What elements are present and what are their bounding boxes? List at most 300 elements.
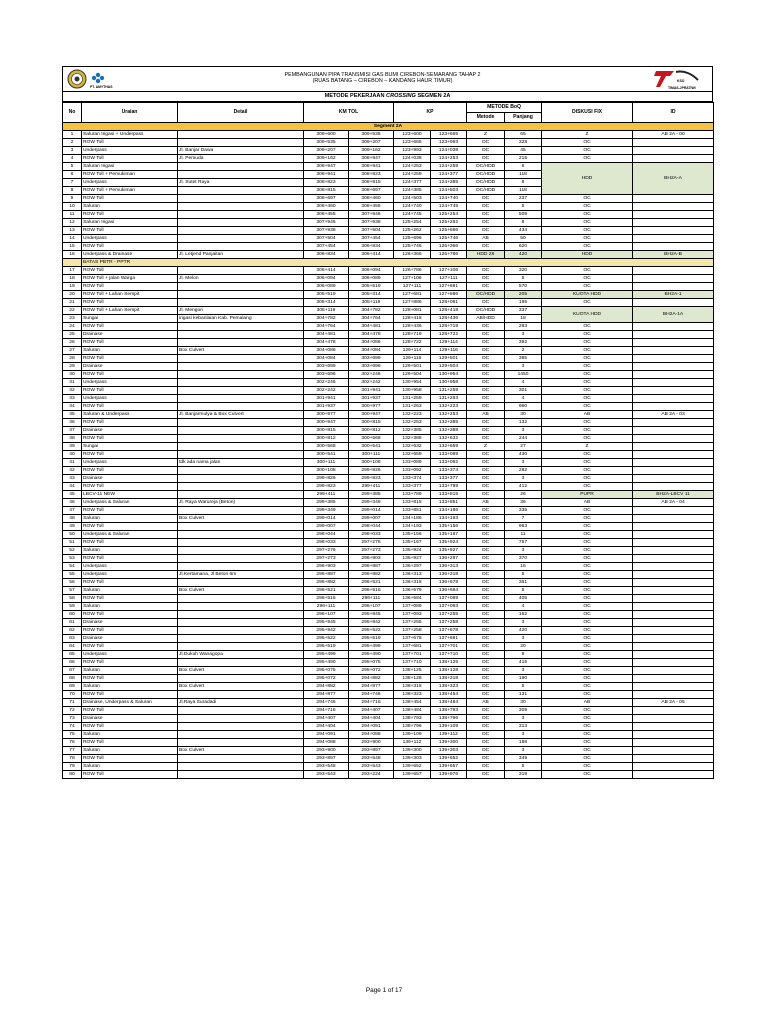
cell-metode: AB (467, 235, 505, 243)
cell-detail (178, 435, 304, 443)
cell-km_end: 298+044 (349, 523, 394, 531)
cell-detail (178, 211, 304, 219)
cell-no: 55 (63, 571, 82, 579)
cell-detail (178, 539, 304, 547)
cell-id (633, 771, 714, 779)
cell-id (633, 355, 714, 363)
cell-diskusi: AB (542, 411, 633, 419)
cell-kp_end: 139+303 (431, 747, 467, 755)
cell-km_start: 299+823 (304, 483, 349, 491)
table-row (63, 467, 714, 475)
cell-panjang: 215 (505, 155, 542, 163)
cell-uraian: Saluran Irigasi (82, 163, 178, 171)
cell-km_end: 303+699 (349, 355, 394, 363)
cell-detail (178, 739, 304, 747)
table-row (63, 723, 714, 731)
cell-detail (178, 139, 304, 147)
cell-panjang: 118 (505, 171, 542, 179)
cell-no: 16 (63, 251, 82, 259)
cell-detail (178, 467, 304, 475)
cell-panjang: 11 (505, 531, 542, 539)
cell-diskusi: OC (542, 451, 633, 459)
table-row (63, 643, 714, 651)
cell-km_start: 305+519 (304, 291, 349, 299)
table-row (63, 771, 714, 779)
cell-id (633, 219, 714, 227)
cell-kp_end: 129+501 (431, 355, 467, 363)
cell-id (633, 435, 714, 443)
cell-kp_start: 123+665 (394, 139, 431, 147)
cell-diskusi: OC (542, 555, 633, 563)
cell-detail (178, 523, 304, 531)
cell-panjang: 3 (505, 427, 542, 435)
cell-kp_start: 135+927 (394, 555, 431, 563)
cell-uraian: ROW Toll + Pemukiman (82, 187, 178, 195)
cell-no: 37 (63, 427, 82, 435)
cell-kp_end: 133+374 (431, 467, 467, 475)
cell-metode: OC (467, 339, 505, 347)
cell-id (633, 755, 714, 763)
cell-uraian: ROW Toll (82, 283, 178, 291)
cell-km_end: 295+499 (349, 643, 394, 651)
cell-kp_end: 130+958 (431, 379, 467, 387)
table-row (63, 595, 714, 603)
cell-metode: OC (467, 515, 505, 523)
cell-km_end: 296+111 (349, 595, 394, 603)
table-row (63, 659, 714, 667)
table-row (63, 355, 714, 363)
cell-uraian: ROW Toll (82, 659, 178, 667)
table-row (63, 491, 714, 499)
cell-no: 25 (63, 331, 82, 339)
cell-detail: Box Culvert (178, 347, 304, 355)
cell-diskusi: OC (542, 299, 633, 307)
cell-uraian: Saluran Irigasi (82, 219, 178, 227)
cell-kp_end: 139+652 (431, 755, 467, 763)
cell-no: 49 (63, 523, 82, 531)
cell-diskusi: OC (542, 763, 633, 771)
cell-id (633, 747, 714, 755)
merged-id-bh2a-a: BH2A-A (633, 163, 714, 195)
cell-detail (178, 243, 304, 251)
cell-km_end: 294+091 (349, 723, 394, 731)
cell-km_end: 305+519 (349, 283, 394, 291)
cell-kp_start: 135+924 (394, 547, 431, 555)
cell-uraian: ROW Toll (82, 643, 178, 651)
cell-panjang: 337 (505, 307, 542, 315)
cell-no: 23 (63, 315, 82, 323)
cell-detail (178, 291, 304, 299)
cell-kp_end: 131+263 (431, 395, 467, 403)
cell-panjang: 509 (505, 211, 542, 219)
cell-panjang: 3 (505, 731, 542, 739)
cell-km_end: 304+481 (349, 323, 394, 331)
cell-diskusi: OC (542, 659, 633, 667)
cell-kp_start: 138+125 (394, 667, 431, 675)
cell-uraian: Saluran (82, 683, 178, 691)
cell-panjang: 16 (505, 563, 542, 571)
cell-no: 28 (63, 355, 82, 363)
cell-km_start: 297+276 (304, 547, 349, 555)
cell-kp_end: 128+719 (431, 323, 467, 331)
cell-kp_start: 131+259 (394, 395, 431, 403)
batas-row (63, 259, 714, 267)
cell-km_end: 293+900 (349, 739, 394, 747)
cell-detail (178, 771, 304, 779)
cell-no: 21 (63, 299, 82, 307)
cell-metode: OC (467, 371, 505, 379)
table-row (63, 515, 714, 523)
table-row (63, 499, 714, 507)
cell-no: 75 (63, 731, 82, 739)
cell-panjang: 8 (505, 219, 542, 227)
cell-kp_start: 137+255 (394, 619, 431, 627)
cell-metode: OC (467, 667, 505, 675)
cell-km_end: 299+411 (349, 483, 394, 491)
table-row (63, 531, 714, 539)
cell-kp_end: 132+253 (431, 411, 467, 419)
cell-metode: OC (467, 715, 505, 723)
cell-uraian: Drainase (82, 475, 178, 483)
cell-detail: Jl.Kertamana, Jl Beton 6m (178, 571, 304, 579)
cell-diskusi: OC (542, 363, 633, 371)
cell-kp_end: 124+503 (431, 187, 467, 195)
cell-metode: OC (467, 227, 505, 235)
cell-no: 35 (63, 411, 82, 419)
cell-km_start: 308+460 (304, 203, 349, 211)
table-row (63, 651, 714, 659)
cell-metode: OC (467, 379, 505, 387)
cell-diskusi: OC (542, 139, 633, 147)
cell-diskusi: Z (542, 131, 633, 139)
cell-km_start: 300+812 (304, 435, 349, 443)
cell-kp_start: 124+503 (394, 195, 431, 203)
cell-km_start: 298+033 (304, 539, 349, 547)
cell-kp_end: 132+223 (431, 403, 467, 411)
table-row (63, 435, 714, 443)
cell-id: AB 2A - 05 (633, 699, 714, 707)
document-header (62, 66, 713, 92)
cell-km_start: 293+897 (304, 755, 349, 763)
cell-kp_start: 137+093 (394, 611, 431, 619)
cell-diskusi: OC (542, 611, 633, 619)
cell-no: 36 (63, 419, 82, 427)
cell-kp_end: 128+418 (431, 307, 467, 315)
col-header-km-tol: KM TOL (304, 103, 394, 123)
cell-diskusi: OC (542, 643, 633, 651)
cell-panjang: 434 (505, 227, 542, 235)
cell-km_start: 295+490 (304, 659, 349, 667)
cell-km_start: 294+404 (304, 723, 349, 731)
cell-no: 44 (63, 483, 82, 491)
cell-diskusi: OC (542, 227, 633, 235)
table-row (63, 299, 714, 307)
table-row (63, 147, 714, 155)
cell-uraian: LBCV-11 NEW (82, 491, 178, 499)
cell-diskusi: OC (542, 283, 633, 291)
cell-metode: OC (467, 523, 505, 531)
col-header-id: ID (633, 103, 714, 123)
cell-detail (178, 131, 304, 139)
cell-km_start: 299+411 (304, 491, 349, 499)
cell-id (633, 387, 714, 395)
cell-detail: Jl.Raya Suradadi (178, 699, 304, 707)
table-row (63, 443, 714, 451)
cell-kp_end: 136+679 (431, 579, 467, 587)
cell-kp_end: 137+678 (431, 627, 467, 635)
cell-no: 1 (63, 131, 82, 139)
cell-km_start: 295+072 (304, 675, 349, 683)
cell-km_start: 296+887 (304, 571, 349, 579)
cell-uraian: ROW Toll (82, 507, 178, 515)
cell-km_start: 306+094 (304, 275, 349, 283)
cell-diskusi: OC (542, 203, 633, 211)
cell-diskusi: OC (542, 571, 633, 579)
cell-kp_start: 138+484 (394, 707, 431, 715)
cell-panjang: 1450 (505, 371, 542, 379)
col-header-panjang: Panjang (505, 113, 542, 123)
cell-panjang: 3 (505, 715, 542, 723)
cell-panjang: 118 (505, 187, 542, 195)
cell-metode: OC/HDD (467, 307, 505, 315)
cell-detail: Box Culvert (178, 587, 304, 595)
cell-id (633, 203, 714, 211)
cell-diskusi: OC (542, 731, 633, 739)
cell-km_start: 299+014 (304, 515, 349, 523)
cell-metode: OC (467, 707, 505, 715)
cell-km_end: 304+084 (349, 347, 394, 355)
cell-metode: OC (467, 571, 505, 579)
cell-diskusi: OC (542, 707, 633, 715)
table-row (63, 219, 714, 227)
cell-id (633, 507, 714, 515)
cell-km_start: 304+764 (304, 323, 349, 331)
cell-kp_end: 134+186 (431, 507, 467, 515)
cell-uraian: ROW Toll (82, 755, 178, 763)
cell-km_end: 307+504 (349, 227, 394, 235)
cell-uraian: ROW Toll (82, 451, 178, 459)
table-row (63, 307, 714, 315)
cell-kp_end: 133+089 (431, 451, 467, 459)
cell-kp_end: 138+796 (431, 715, 467, 723)
cell-no: 48 (63, 515, 82, 523)
cell-diskusi: OC (542, 739, 633, 747)
cell-uraian: ROW Toll (82, 355, 178, 363)
cell-panjang: 50 (505, 235, 542, 243)
cell-kp_end: 125+254 (431, 211, 467, 219)
cell-diskusi: AB (542, 699, 633, 707)
cell-km_end: 300+815 (349, 419, 394, 427)
table-row (63, 267, 714, 275)
cell-id (633, 531, 714, 539)
cell-panjang: 6 (505, 163, 542, 171)
cell-km_end: 299+826 (349, 467, 394, 475)
cell-metode: OC/HDD (467, 179, 505, 187)
cell-kp_end: 136+297 (431, 555, 467, 563)
table-row (63, 699, 714, 707)
cell-detail (178, 363, 304, 371)
cell-kp_start: 132+388 (394, 435, 431, 443)
cell-kp_end: 139+657 (431, 763, 467, 771)
cell-km_start: 307+946 (304, 219, 349, 227)
cell-detail (178, 483, 304, 491)
table-row (63, 747, 714, 755)
cell-detail (178, 531, 304, 539)
cell-no: 6 (63, 171, 82, 179)
cell-metode: OC (467, 747, 505, 755)
cell-no: 53 (63, 555, 82, 563)
cell-km_start: 304+782 (304, 315, 349, 323)
cell-diskusi: HDD (542, 251, 633, 259)
cell-kp_start: 133+377 (394, 483, 431, 491)
cell-no: 50 (63, 531, 82, 539)
cell-detail (178, 283, 304, 291)
cell-no: 11 (63, 211, 82, 219)
cell-km_end: 299+349 (349, 499, 394, 507)
cell-km_start: 294+877 (304, 691, 349, 699)
cell-km_end: 296+107 (349, 603, 394, 611)
cell-detail (178, 675, 304, 683)
cell-uraian: Saluran (82, 603, 178, 611)
cell-diskusi: OC (542, 379, 633, 387)
cell-uraian: Saluran Irigasi + Underpass (82, 131, 178, 139)
cell-detail (178, 555, 304, 563)
cell-km_end: 305+314 (349, 291, 394, 299)
cell-km_start: 295+522 (304, 635, 349, 643)
company-logo-right (650, 68, 708, 91)
cell-km_start: 295+075 (304, 667, 349, 675)
cell-id (633, 443, 714, 451)
cell-uraian: Saluran (82, 203, 178, 211)
cell-uraian: Drainase, Underpass & Saluran (82, 699, 178, 707)
cell-diskusi: OC (542, 243, 633, 251)
cell-panjang: 5 (505, 571, 542, 579)
cell-diskusi: OC (542, 211, 633, 219)
merged-diskusi-hdd: HDD (542, 163, 633, 195)
cell-detail: Jl. Sutet Raya (178, 179, 304, 187)
cell-no: 31 (63, 379, 82, 387)
cell-km_start: 295+945 (304, 619, 349, 627)
cell-uraian: ROW Toll (82, 227, 178, 235)
cell-metode: OC (467, 155, 505, 163)
cell-km_end: 301+937 (349, 395, 394, 403)
table-row (63, 131, 714, 139)
cell-no: 13 (63, 227, 82, 235)
cell-diskusi: OC (542, 427, 633, 435)
cell-id (633, 563, 714, 571)
cell-km_end: 309+207 (349, 139, 394, 147)
cell-kp_end: 124+745 (431, 203, 467, 211)
cell-km_end: 301+941 (349, 387, 394, 395)
cell-detail (178, 659, 304, 667)
cell-kp_start: 132+385 (394, 427, 431, 435)
cell-id (633, 675, 714, 683)
cell-km_start: 308+823 (304, 179, 349, 187)
cell-metode: OC (467, 331, 505, 339)
cell-metode: AB (467, 499, 505, 507)
cell-metode: OC (467, 203, 505, 211)
cell-diskusi: OC (542, 755, 633, 763)
cell-kp_end: 137+710 (431, 651, 467, 659)
cell-no: 56 (63, 579, 82, 587)
cell-detail (178, 507, 304, 515)
cell-id (633, 371, 714, 379)
cell-no: 15 (63, 243, 82, 251)
cell-km_start: 300+947 (304, 419, 349, 427)
cell-panjang: 131 (505, 691, 542, 699)
cell-km_end: 294+746 (349, 691, 394, 699)
cell-detail (178, 419, 304, 427)
cell-km_start: 301+937 (304, 403, 349, 411)
cell-panjang: 237 (505, 195, 542, 203)
cell-detail (178, 235, 304, 243)
cell-kp_end: 128+081 (431, 299, 467, 307)
table-row (63, 451, 714, 459)
cell-kp_end: 135+924 (431, 539, 467, 547)
cell-metode: OC (467, 587, 505, 595)
cell-kp_start: 128+418 (394, 315, 431, 323)
cell-detail: Box Culvert (178, 515, 304, 523)
cell-uraian: ROW Toll (82, 579, 178, 587)
cell-km_start: 293+900 (304, 747, 349, 755)
segment-row: Segment 2A (63, 123, 714, 131)
cell-metode: Z (467, 443, 505, 451)
cell-kp_end: 133+092 (431, 459, 467, 467)
cell-no: 33 (63, 395, 82, 403)
cell-no: 2 (63, 139, 82, 147)
cell-detail (178, 731, 304, 739)
cell-metode: OC (467, 427, 505, 435)
cell-kp_end: 123+665 (431, 131, 467, 139)
cell-km_end: 294+716 (349, 699, 394, 707)
cell-km_start: 300+815 (304, 427, 349, 435)
cell-kp_end: 139+976 (431, 771, 467, 779)
cell-kp_start: 123+993 (394, 147, 431, 155)
table-row (63, 539, 714, 547)
cell-kp_start: 128+722 (394, 339, 431, 347)
cell-uraian: ROW Toll (82, 267, 178, 275)
cell-kp_start: 138+454 (394, 699, 431, 707)
cell-panjang: 190 (505, 675, 542, 683)
cell-kp_end: 135+927 (431, 547, 467, 555)
cell-panjang: 3 (505, 331, 542, 339)
cell-km_end: 294+877 (349, 683, 394, 691)
cell-uraian: Drainase (82, 427, 178, 435)
cell-kp_start: 129+501 (394, 363, 431, 371)
cell-detail (178, 163, 304, 171)
cell-kp_end: 137+093 (431, 603, 467, 611)
cell-kp_end: 133+815 (431, 491, 467, 499)
cell-kp_start: 133+815 (394, 499, 431, 507)
table-row (63, 227, 714, 235)
cell-no: 22 (63, 307, 82, 315)
cell-panjang: 45 (505, 147, 542, 155)
cell-kp_start: 129+114 (394, 347, 431, 355)
cell-km_start: 299+385 (304, 499, 349, 507)
cell-diskusi: OC (542, 275, 633, 283)
cell-id (633, 235, 714, 243)
cell-km_end: 308+941 (349, 163, 394, 171)
table-row (63, 691, 714, 699)
cell-no: 4 (63, 155, 82, 163)
cell-uraian: Underpass (82, 379, 178, 387)
cell-km_end: 296+903 (349, 555, 394, 563)
cell-metode: OC (467, 755, 505, 763)
cell-km_start: 295+519 (304, 643, 349, 651)
cell-no: 45 (63, 491, 82, 499)
cell-panjang: 5 (505, 203, 542, 211)
cell-detail: tdk ada nama jalan (178, 459, 304, 467)
